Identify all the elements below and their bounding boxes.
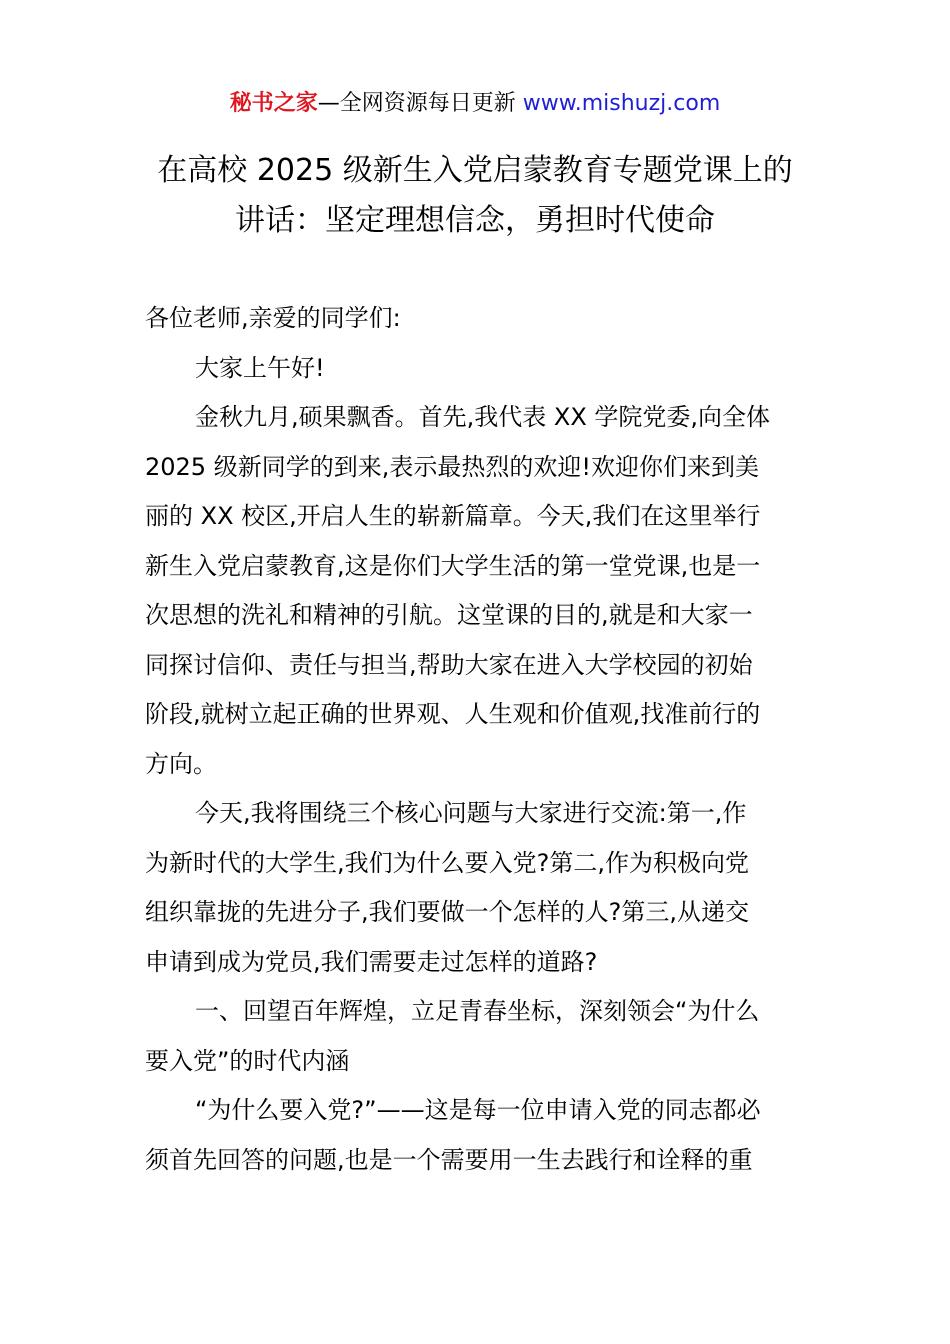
document-title [120, 146, 830, 246]
document-body [145, 294, 810, 1185]
paragraph-line: 新生入党启蒙教育,这是你们大学生活的第一堂党课,也是一 [145, 551, 761, 580]
paragraph-line: 金秋九月,硕果飘香。首先,我代表 XX 学院党委,向全体 [195, 403, 771, 431]
paragraph-line: 次思想的洗礼和精神的引航。这堂课的目的,就是和大家一 [145, 601, 753, 629]
paragraph-line: “为什么要入党?”——这是每一位申请入党的同志都必 [195, 1096, 761, 1124]
paragraph-line: 2025 级新同学的到来,表示最热烈的欢迎!欢迎你们来到美 [145, 452, 759, 481]
paragraph-line: 今天,我将围绕三个核心问题与大家进行交流:第一,作 [195, 799, 747, 827]
paragraph-line: 须首先回答的问题,也是一个需要用一生去践行和诠释的重 [145, 1145, 753, 1174]
site-brand: 秘书之家 [229, 91, 318, 116]
title-line-1: 在高校 2025 级新生入党启蒙教育专题党课上的 [157, 153, 793, 188]
salutation: 各位老师,亲爱的同学们: [145, 304, 401, 332]
greeting: 大家上午好! [195, 353, 325, 382]
site-tagline: —全网资源每日更新 [317, 91, 523, 116]
site-header [0, 88, 950, 120]
site-url-link[interactable]: www.mishuzj.com [522, 91, 721, 116]
section-heading: 要入党”的时代内涵 [145, 1046, 350, 1075]
paragraph-line: 同探讨信仰、责任与担当,帮助大家在进入大学校园的初始 [145, 650, 753, 679]
title-line-2: 讲话：坚定理想信念，勇担时代使命 [235, 203, 715, 238]
section-heading: 一、回望百年辉煌，立足青春坐标，深刻领会“为什么 [195, 997, 760, 1025]
paragraph-line: 丽的 XX 校区,开启人生的崭新篇章。今天,我们在这里举行 [145, 502, 761, 530]
paragraph-line: 阶段,就树立起正确的世界观、人生观和价值观,找准前行的 [145, 700, 761, 728]
paragraph-line: 方向。 [145, 749, 217, 778]
paragraph-line: 申请到成为党员,我们需要走过怎样的道路? [145, 947, 598, 976]
paragraph-line: 组织靠拢的先进分子,我们要做一个怎样的人?第三,从递交 [145, 898, 749, 926]
paragraph-line: 为新时代的大学生,我们为什么要入党?第二,作为积极向党 [145, 848, 749, 877]
